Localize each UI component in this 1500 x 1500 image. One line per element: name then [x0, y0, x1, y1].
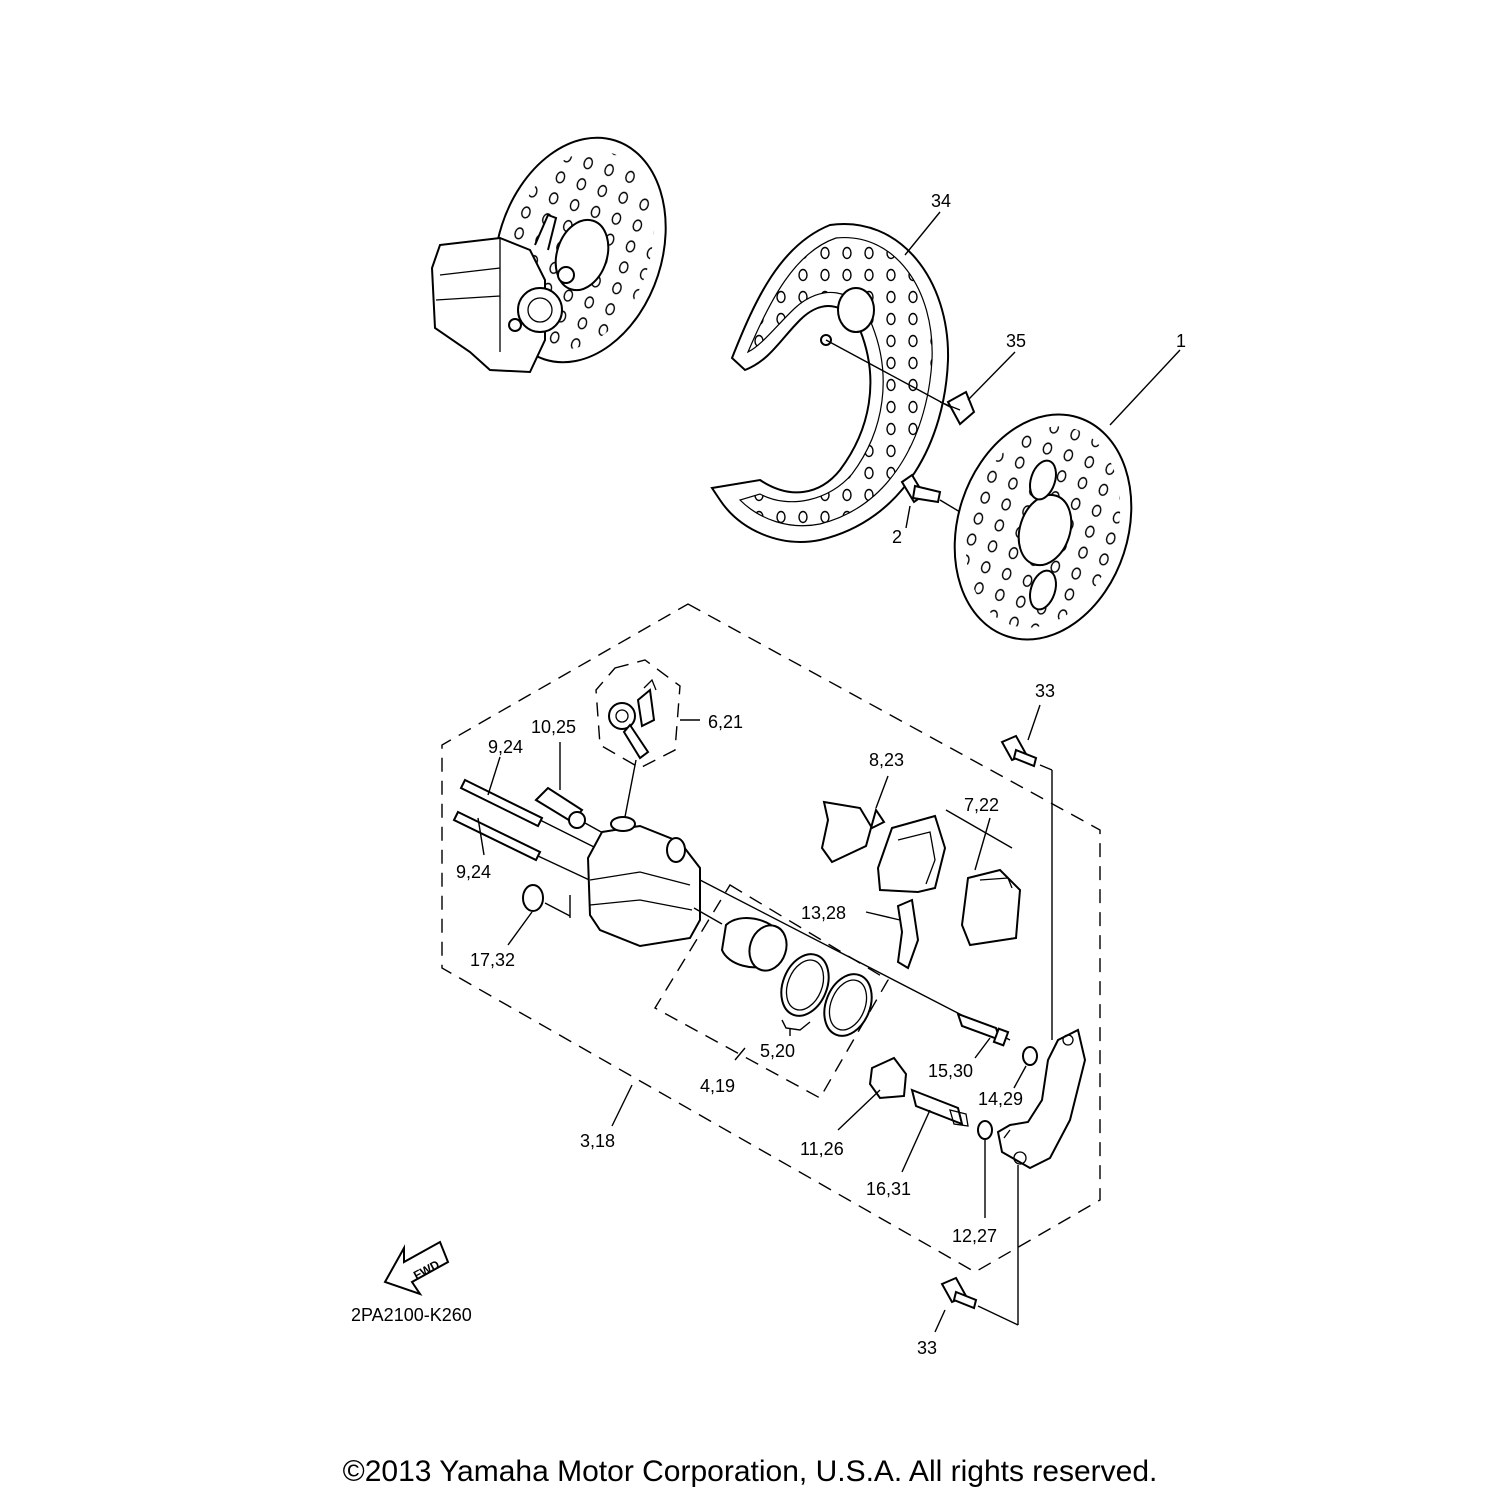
brake-pads-7-22	[878, 810, 1020, 945]
label-35: 35	[1006, 331, 1027, 351]
brake-disc-1	[927, 391, 1160, 662]
label-7-22: 7,22	[964, 795, 1000, 815]
label-3-18: 3,18	[580, 1131, 616, 1151]
label-8-23: 8,23	[869, 750, 905, 770]
label-17-32: 17,32	[470, 950, 516, 970]
washer-12-27	[978, 1121, 992, 1218]
label-5-20: 5,20	[760, 1041, 796, 1061]
label-9-24-top: 9,24	[488, 737, 524, 757]
pad-support-13-28	[866, 900, 918, 968]
label-11-26: 11,26	[800, 1139, 844, 1159]
diagram-code: 2PA2100-K260	[351, 1305, 472, 1325]
pin-15-30	[958, 1014, 1008, 1058]
label-14-29: 14,29	[978, 1089, 1024, 1109]
label-13-28: 13,28	[801, 903, 847, 923]
label-10-25: 10,25	[531, 717, 577, 737]
label-34: 34	[931, 191, 952, 211]
fwd-arrow-icon	[385, 1242, 448, 1294]
label-2: 2	[892, 527, 903, 547]
piston	[722, 918, 792, 975]
boot-17-32	[508, 885, 570, 945]
label-33-bottom: 33	[917, 1338, 938, 1358]
label-6-21: 6,21	[708, 712, 744, 732]
label-9-24-bottom: 9,24	[456, 862, 492, 882]
assembled-brake-illustration	[432, 115, 694, 384]
washer-14-29	[1014, 1047, 1037, 1088]
boot-11-26	[838, 1058, 906, 1130]
label-12-27: 12,27	[952, 1226, 998, 1246]
leader-3-18	[612, 1085, 632, 1126]
fwd-label: FWD	[411, 1257, 442, 1283]
bleed-screw-6-21	[609, 680, 700, 822]
copyright-notice: ©2013 Yamaha Motor Corporation, U.S.A. All rights reserved.	[342, 1455, 1158, 1488]
label-33-top: 33	[1035, 681, 1056, 701]
part-labels	[351, 191, 1186, 1358]
label-15-30: 15,30	[928, 1061, 974, 1081]
pin-16-31	[902, 1090, 968, 1172]
label-16-31: 16,31	[866, 1179, 912, 1199]
label-4-19: 4,19	[700, 1076, 736, 1096]
pad-spring-8-23	[822, 776, 888, 862]
label-1: 1	[1176, 331, 1187, 351]
